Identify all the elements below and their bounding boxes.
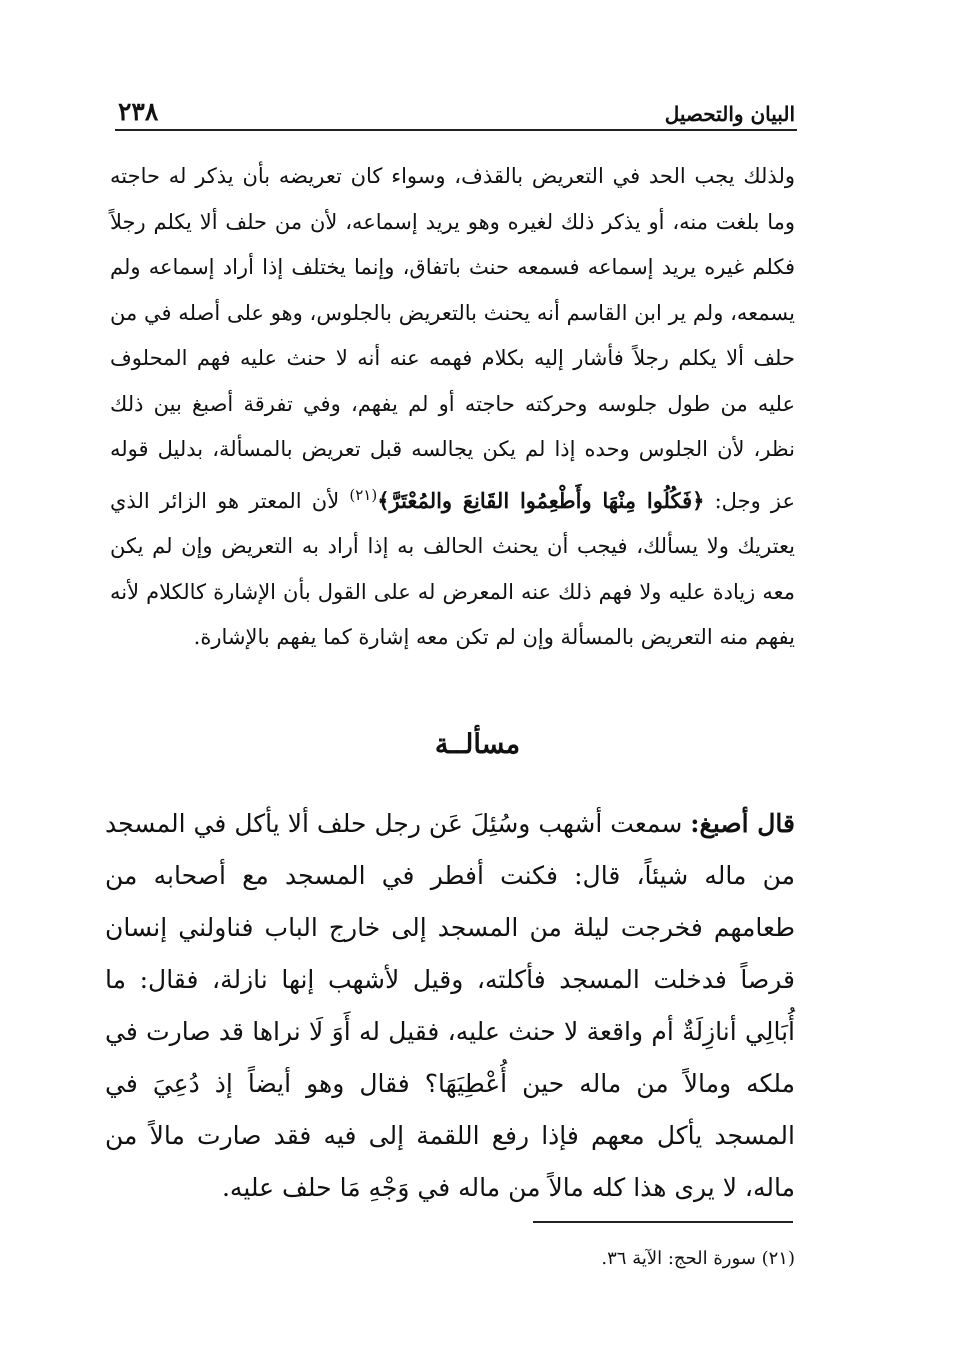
- paragraph-text: ولذلك يجب الحد في التعريض بالقذف، وسواء كان تعريضه بأن يذكر له حاجته وما بلغت منه، أو يذكر ذلك لغيره وهو يريد إسماعه، لأن من حلف ألا يكلم رجلاً فكلم غيره يريد إسماعه فسمعه حنث باتفاق، وإنما يختلف إذا أراد إسماعه ولم يسمعه، ولم ير ابن القاسم أنه يحنث بالتعريض بالجلوس، وهو على أصله في من حلف ألا يكلم رجلاً فأشار إليه بكلام فهمه عنه أنه لا حنث عليه فهم المحلوف عليه من طول جلوسه وحركته حاجته أو لم يفهم، وفي تفرقة أصبغ بين ذلك نظر، لأن الجلوس وحده إذا لم يكن يجالسه قبل تعريض بالمسألة، بدليل قوله عز وجل:: [110, 164, 795, 513]
- footnote: (٢١) سورة الحج: الآية ٣٦.: [601, 1248, 795, 1269]
- body-paragraph: [110, 154, 795, 661]
- speaker-attribution: قال أصبغ:: [690, 809, 796, 838]
- running-title: البيان والتحصيل: [664, 102, 795, 126]
- quran-verse: ﴿فَكُلُوا مِنْهَا وأَطْعِمُوا القَانِعَ والمُعْتَرَّ﴾: [377, 487, 705, 513]
- header-rule: [115, 129, 797, 131]
- section-paragraph: [105, 798, 795, 1214]
- page-header: [118, 80, 795, 124]
- section-paragraph-text: سمعت أشهب وسُئِلَ عَن رجل حلف ألا يأكل في المسجد من ماله شيئاً، قال: فكنت أفطر في المسجد مع أصحابه من طعامهم فخرجت ليلة من المسجد إلى خارج الباب فناولني إنسان قرصاً فدخلت المسجد فأكلته، وقيل لأشهب إنها نازلة، فقال: ما أُبَالِي أنازِلَةٌ أم واقعة لا حنث عليه، فقيل له أَوَ لَا نراها قد صارت في ملكه ومالاً من ماله حين أُعْطِيَهَا؟ فقال وهو أيضاً إذ دُعِيَ في المسجد يأكل معهم فإذا رفع اللقمة إلى فيه فقد صارت مالاً من ماله، لا يرى هذا كله مالاً من ماله في وَجْهِ مَا حلف عليه.: [105, 809, 795, 1202]
- footnote-separator: [533, 1221, 793, 1223]
- footnote-reference: (٢١): [349, 485, 378, 504]
- page-number: ٢٣٨: [118, 97, 159, 126]
- section-title: مسألــة: [434, 729, 521, 760]
- paragraph-text-continued: لأن المعتر هو الزائر الذي يعتريك ولا يسألك، فيجب أن يحنث الحالف به إذا أراد به التعريض وإن لم يكن معه زيادة عليه ولا فهم ذلك عنه المعرض له على القول بأن الإشارة كالكلام لأنه يفهم منه التعريض بالمسألة وإن لم تكن معه إشارة كما يفهم بالإشارة.: [110, 488, 795, 649]
